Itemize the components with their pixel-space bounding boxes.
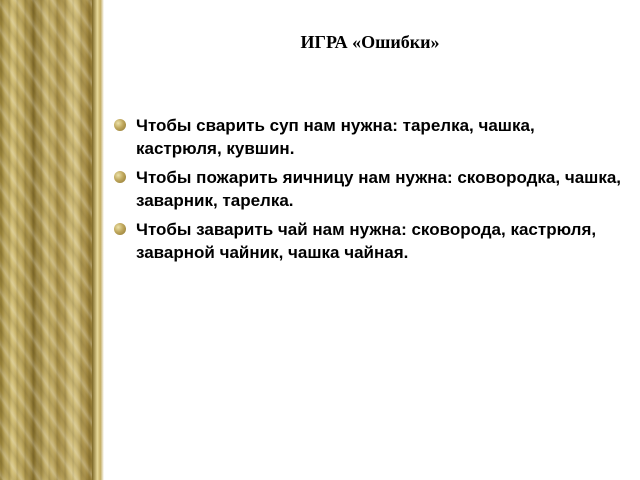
- bullet-text: Чтобы заварить чай нам нужна: сковорода, кастрюля, заварной чайник, чашка чайная.: [136, 220, 597, 262]
- bullet-item-soup: [114, 114, 624, 160]
- sidebar-edge: [92, 0, 104, 480]
- bullet-dot-icon: [114, 119, 126, 131]
- bullet-item-tea: [114, 218, 624, 264]
- bullet-item-eggs: [114, 166, 624, 212]
- bullet-list: [114, 114, 624, 270]
- bullet-dot-icon: [114, 223, 126, 235]
- decorative-sidebar: [0, 0, 100, 480]
- slide-title: ИГРА «Ошибки»: [300, 32, 440, 52]
- bullet-dot-icon: [114, 171, 126, 183]
- bullet-text: Чтобы сварить суп нам нужна: тарелка, чашка, кастрюля, кувшин.: [136, 116, 535, 158]
- bullet-text: Чтобы пожарить яичницу нам нужна: сковородка, чашка, заварник, тарелка.: [136, 168, 622, 210]
